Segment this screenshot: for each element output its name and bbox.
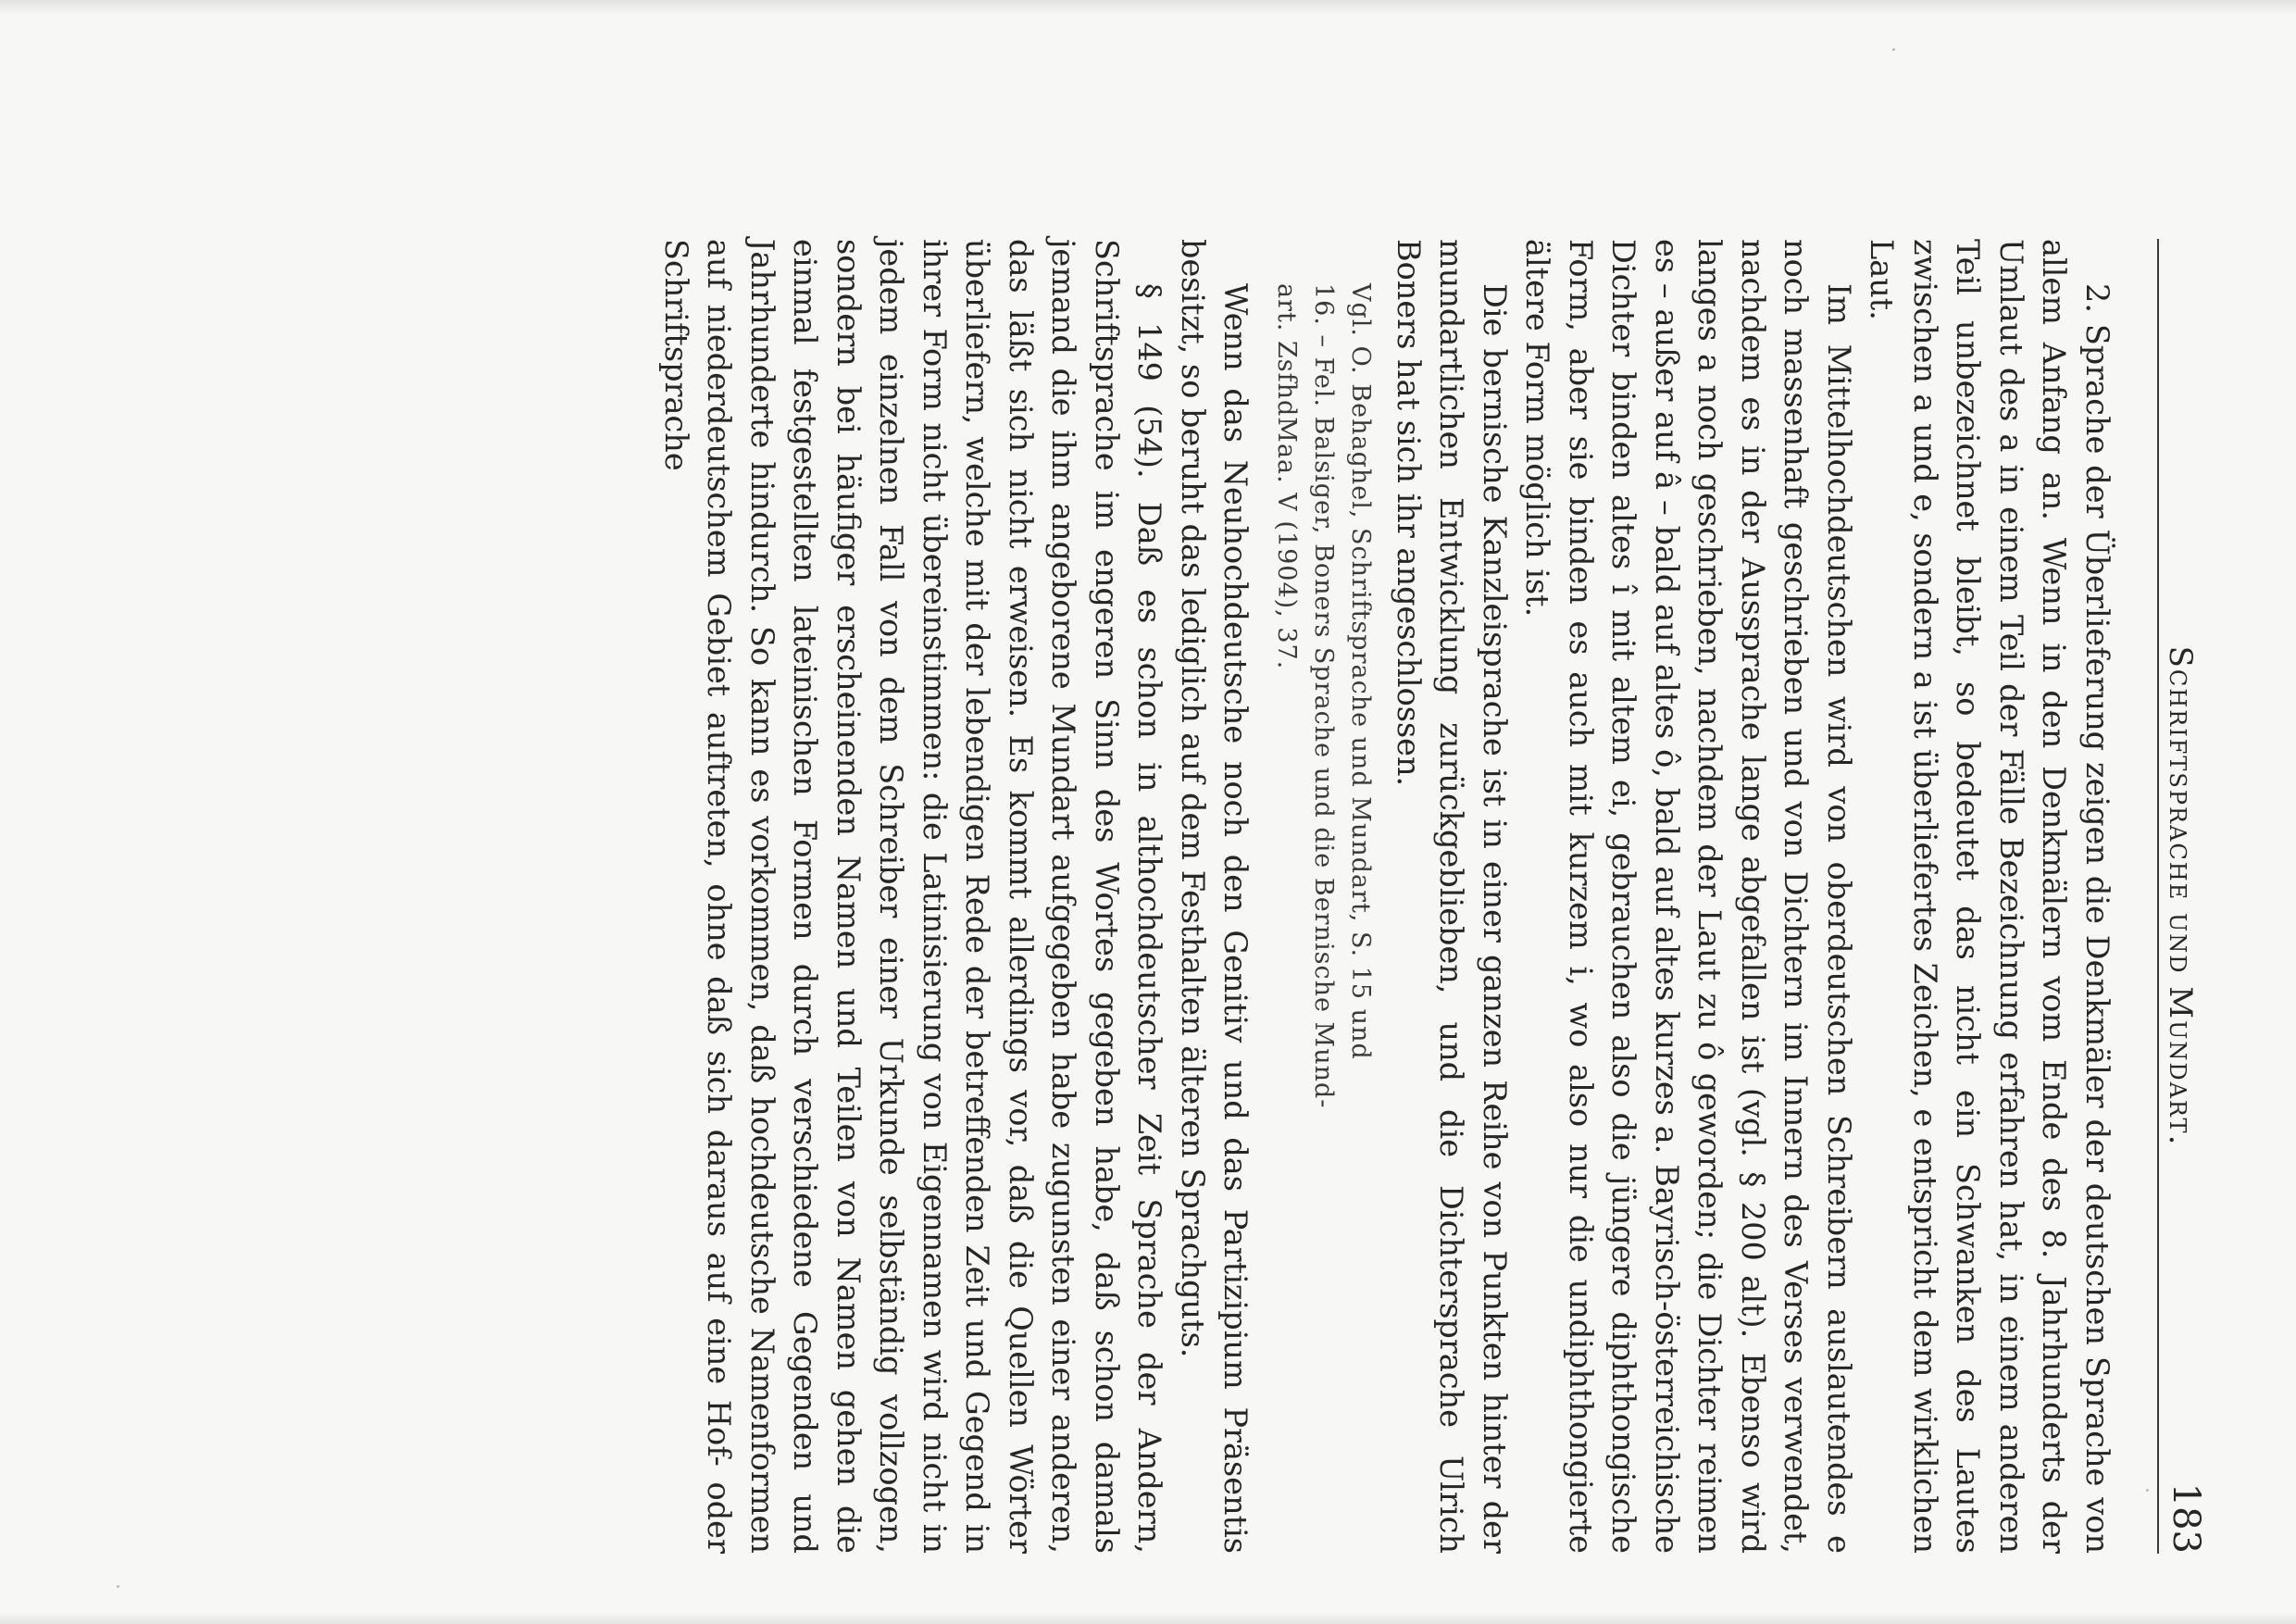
section-paragraph: § 149 (54). Daß es schon in althochdeutscher Zeit Sprache der Andern, Schriftsprache im engeren Sinn des Wortes gegeben habe, daß schon damals jemand die ihm angeborene Mundart aufgegeben habe zugunsten einer anderen, das läßt sich nicht erweisen. Es kommt allerdings vor, daß die Quellen Wörter überliefern, welche mit der lebendigen Rede der betreffenden Zeit und Gegend in ihrer Form nicht übereinstimmen: die Latinisierung von Eigennamen wird nicht in jedem einzelnen Fall von dem Schreiber einer Urkunde selbständig vollzogen, sondern bei häufiger erscheinenden Namen und Teilen von Namen gehen die einmal festgestellten lateinischen Formen durch verschiedene Gegenden und Jahrhunderte hindurch. So kann es vorkommen, daß hochdeutsche Namenformen auf niederdeutschem Gebiet auftreten, ohne daß sich daraus auf eine Hof- oder Schriftsprache <box>658 239 1168 1554</box>
running-head <box>2157 239 2207 1554</box>
page-number: 183 <box>2165 1482 2207 1554</box>
literature-note-line: Vgl. O. Behaghel, Schriftsprache und Mundart, S. 15 und <box>1346 283 1376 1060</box>
paragraph: Im Mittelhochdeutschen wird von oberdeutschen Schreibern auslautendes e noch massenhaft geschrieben und von Dichtern im Innern des Verses verwendet, nachdem es in der Aussprache lange abgefallen ist (vgl. § 200 alt). Ebenso wird langes a noch geschrieben, nachdem der Laut zu ô geworden; die Dichter reimen es – außer auf â – bald auf altes ô, bald auf altes kurzes a. Bayrisch-österreichische Dichter binden altes î mit altem ei, gebrauchen also die jüngere diphthongische Form, aber sie binden es auch mit kurzem i, wo also nur die undiphthongierte ältere Form möglich ist. <box>1519 239 1857 1554</box>
paragraph: 2. Sprache der Überlieferung zeigen die Denkmäler der deutschen Sprache von allem Anfang an. Wenn in den Denkmälern vom Ende des 8. Jahrhunderts der Umlaut des a in einem Teil der Fälle Bezeichnung erfahren hat, in einem anderen Teil unbezeichnet bleibt, so bedeutet das nicht ein Schwanken des Lautes zwischen a und e, sondern a ist überliefertes Zeichen, e entspricht dem wirklichen Laut. <box>1864 239 2115 1554</box>
scan-edge-bottom <box>0 1613 2296 1624</box>
scan-speck <box>1892 48 1895 51</box>
scan-speck <box>117 1585 119 1588</box>
literature-note <box>1268 239 1379 1554</box>
scan-edge-top <box>0 0 2296 15</box>
paragraph: Die bernische Kanzleisprache ist in einer ganzen Reihe von Punkten hinter der mundartlichen Entwicklung zurückgeblieben, und die Dichtersprache Ulrich Boners hat sich ihr angeschlossen. <box>1391 239 1513 1554</box>
literature-note-line: 16. – Fel. Balsiger, Boners Sprache und die Bernische Mund- <box>1309 283 1339 1109</box>
book-page <box>296 239 2207 1554</box>
paragraph: Wenn das Neuhochdeutsche noch den Genitiv und das Partizipium Präsentis besitzt, so beruht das lediglich auf dem Festhalten älteren Sprachguts. <box>1175 239 1254 1554</box>
literature-note-line: art. ZsfhdMaa. V (1904), 37. <box>1272 283 1302 670</box>
running-title: Schriftsprache und Mundart. <box>2162 645 2199 1147</box>
rotated-book-page <box>296 239 2207 1554</box>
